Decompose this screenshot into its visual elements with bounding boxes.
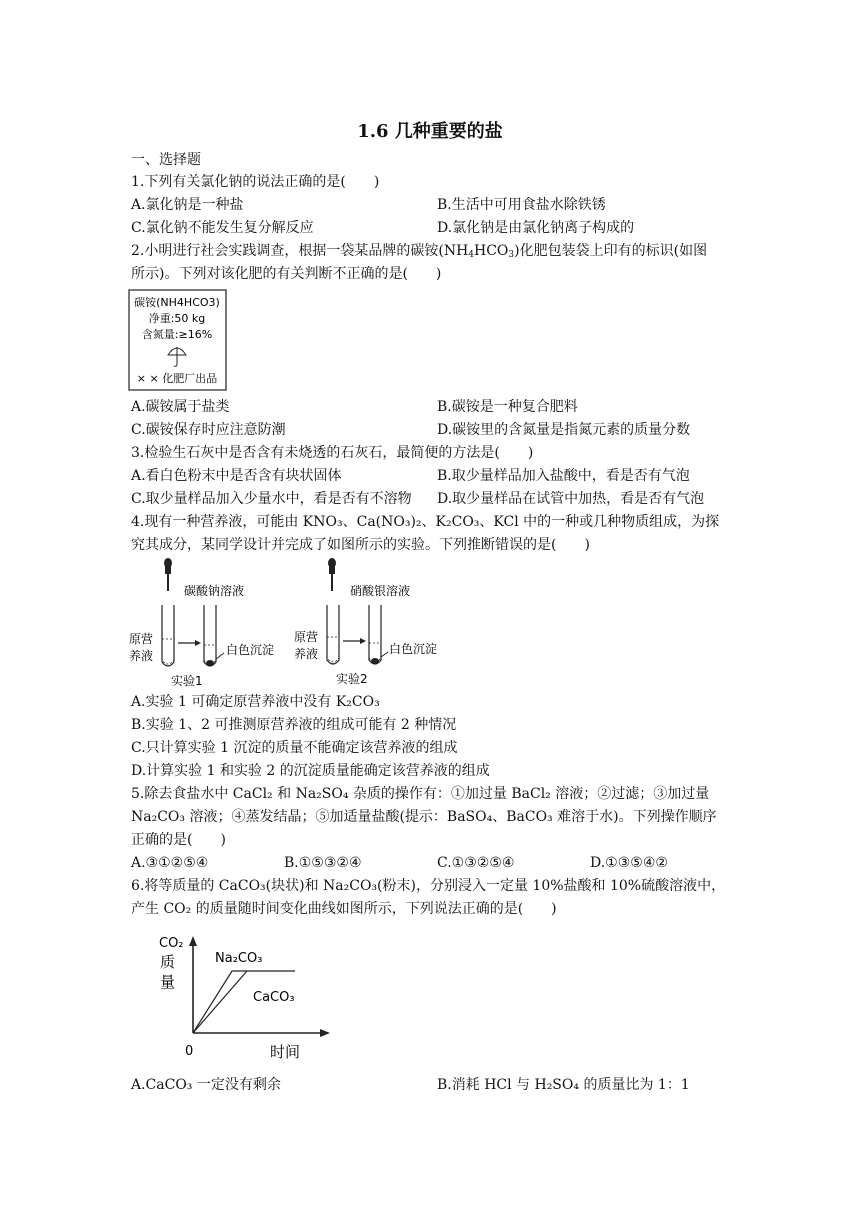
q1-stem: 1.下列有关氯化钠的说法正确的是( ) (131, 174, 380, 190)
q5-stem-line1: 5.除去食盐水中 CaCl₂ 和 Na₂SO₄ 杂质的操作有：①加过量 BaCl₂ 溶液；②过滤；③加过量 (131, 786, 710, 802)
chart-y-arrow (189, 936, 197, 946)
exp2-caption: 实验2 (336, 672, 368, 686)
test-tube-icon (369, 605, 381, 664)
q4-option-c: C.只计算实验 1 沉淀的质量不能确定该营养液的组成 (131, 740, 458, 756)
exp2-precip-label: 白色沉淀 (389, 642, 438, 656)
q4-option-d: D.计算实验 1 和实验 2 的沉淀质量能确定该营养液的组成 (131, 763, 490, 779)
chart-ylabel-3: 量 (160, 973, 176, 991)
q1-option-d: D.氯化钠是由氯化钠离子构成的 (437, 220, 635, 236)
exp2-reagent-label: 硝酸银溶液 (350, 584, 411, 598)
q3-option-b: B.取少量样品加入盐酸中，看是否有气泡 (437, 468, 690, 484)
q5-option-a: A.③①②⑤④ (131, 855, 209, 871)
exp2-source-label: 原营 (294, 630, 319, 644)
q6-option-a: A.CaCO₃ 一定没有剩余 (131, 1077, 281, 1093)
dropper-icon (164, 558, 172, 591)
q4-option-a: A.实验 1 可确定原营养液中没有 K₂CO₃ (131, 694, 380, 710)
q2-option-c: C.碳铵保存时应注意防潮 (131, 422, 286, 438)
fertilizer-label-figure (128, 289, 228, 392)
chart-origin-label: 0 (185, 1044, 194, 1059)
q2-stem-line2: 所示)。下列对该化肥的有关判断不正确的是( ) (131, 266, 442, 282)
q1-option-b: B.生活中可用食盐水除铁锈 (437, 197, 606, 213)
exp1-source-label2: 养液 (129, 649, 154, 663)
label-line1: 碳铵(NH4HCO3) (134, 296, 220, 309)
chart-xlabel: 时间 (270, 1043, 301, 1061)
test-tube-icon (204, 605, 216, 666)
q3-option-a: A.看白色粉末中是否含有块状固体 (131, 468, 342, 484)
q3-option-d: D.取少量样品在试管中加热，看是否有气泡 (437, 491, 705, 507)
chart-ylabel-2: 质 (160, 953, 176, 971)
q6-stem-line2: 产生 CO₂ 的质量随时间变化曲线如图所示，下列说法正确的是( ) (131, 901, 557, 917)
chart-x-arrow (320, 1029, 330, 1037)
dropper-icon (328, 558, 336, 591)
experiment-figure (128, 557, 458, 690)
page-title: 1.6 几种重要的盐 (357, 121, 503, 142)
exp2-source-label2: 养液 (294, 647, 319, 661)
exp1-precip-label: 白色沉淀 (226, 643, 275, 657)
label-line3: 含氮量:≥16% (141, 328, 213, 341)
test-tube-icon (327, 605, 339, 664)
umbrella-icon (168, 347, 186, 366)
q4-option-b: B.实验 1、2 可推测原营养液的组成可能有 2 种情况 (131, 717, 457, 733)
q5-stem-line3: 正确的是( ) (131, 832, 226, 848)
co2-mass-chart (155, 930, 335, 1065)
label-line4: × × 化肥厂出品 (136, 372, 218, 385)
section-heading: 一、选择题 (131, 152, 201, 168)
q3-option-c: C.取少量样品加入少量水中，看是否有不溶物 (131, 491, 412, 507)
exp1-reagent-label: 碳酸钠溶液 (184, 584, 245, 598)
q2-option-d: D.碳铵里的含氮量是指氮元素的质量分数 (437, 422, 691, 438)
chart-ylabel-1: CO₂ (159, 936, 184, 951)
test-tube-icon (162, 605, 174, 666)
q2-stem-line1: 2.小明进行社会实践调查，根据一袋某品牌的碳铵$(NH_4HCO_3)$化肥包装袋上印有的标识(如图 (131, 243, 708, 260)
q2-option-a: A.碳铵属于盐类 (131, 399, 230, 415)
label-line2: 净重:50 kg (148, 312, 206, 325)
q1-option-a: A.氯化钠是一种盐 (131, 197, 244, 213)
q4-stem-line2: 究其成分，某同学设计并完成了如图所示的实验。下列推断错误的是( ) (131, 537, 590, 553)
q6-option-b: B.消耗 HCl 与 H₂SO₄ 的质量比为 1：1 (437, 1077, 690, 1093)
q2-option-b: B.碳铵是一种复合肥料 (437, 399, 578, 415)
q5-option-b: B.①⑤③②④ (284, 855, 362, 871)
q1-option-c: C.氯化钠不能发生复分解反应 (131, 220, 314, 236)
series-caco3-label: CaCO₃ (253, 990, 295, 1005)
exp1-caption: 实验1 (171, 674, 203, 688)
series-caco3-line (193, 971, 247, 1033)
series-na2co3-label: Na₂CO₃ (215, 951, 263, 966)
q5-option-c: C.①③②⑤④ (437, 855, 515, 871)
q6-stem-line1: 6.将等质量的 CaCO₃(块状)和 Na₂CO₃(粉末)，分别浸入一定量 10%盐酸和 10%硫酸溶液中， (131, 878, 726, 894)
exp1-source-label: 原营 (129, 632, 154, 646)
q4-stem-line1: 4.现有一种营养液，可能由 KNO₃、Ca(NO₃)₂、K₂CO₃、KCl 中的一种或几种物质组成，为探 (131, 514, 720, 530)
q3-stem: 3.检验生石灰中是否含有未烧透的石灰石，最简便的方法是( ) (131, 445, 534, 461)
q5-stem-line2: Na₂CO₃ 溶液；④蒸发结晶；⑤加适量盐酸(提示：BaSO₄、BaCO₃ 难溶于水)。下列操作顺序 (131, 809, 717, 825)
q5-option-d: D.①③⑤④② (590, 855, 668, 871)
